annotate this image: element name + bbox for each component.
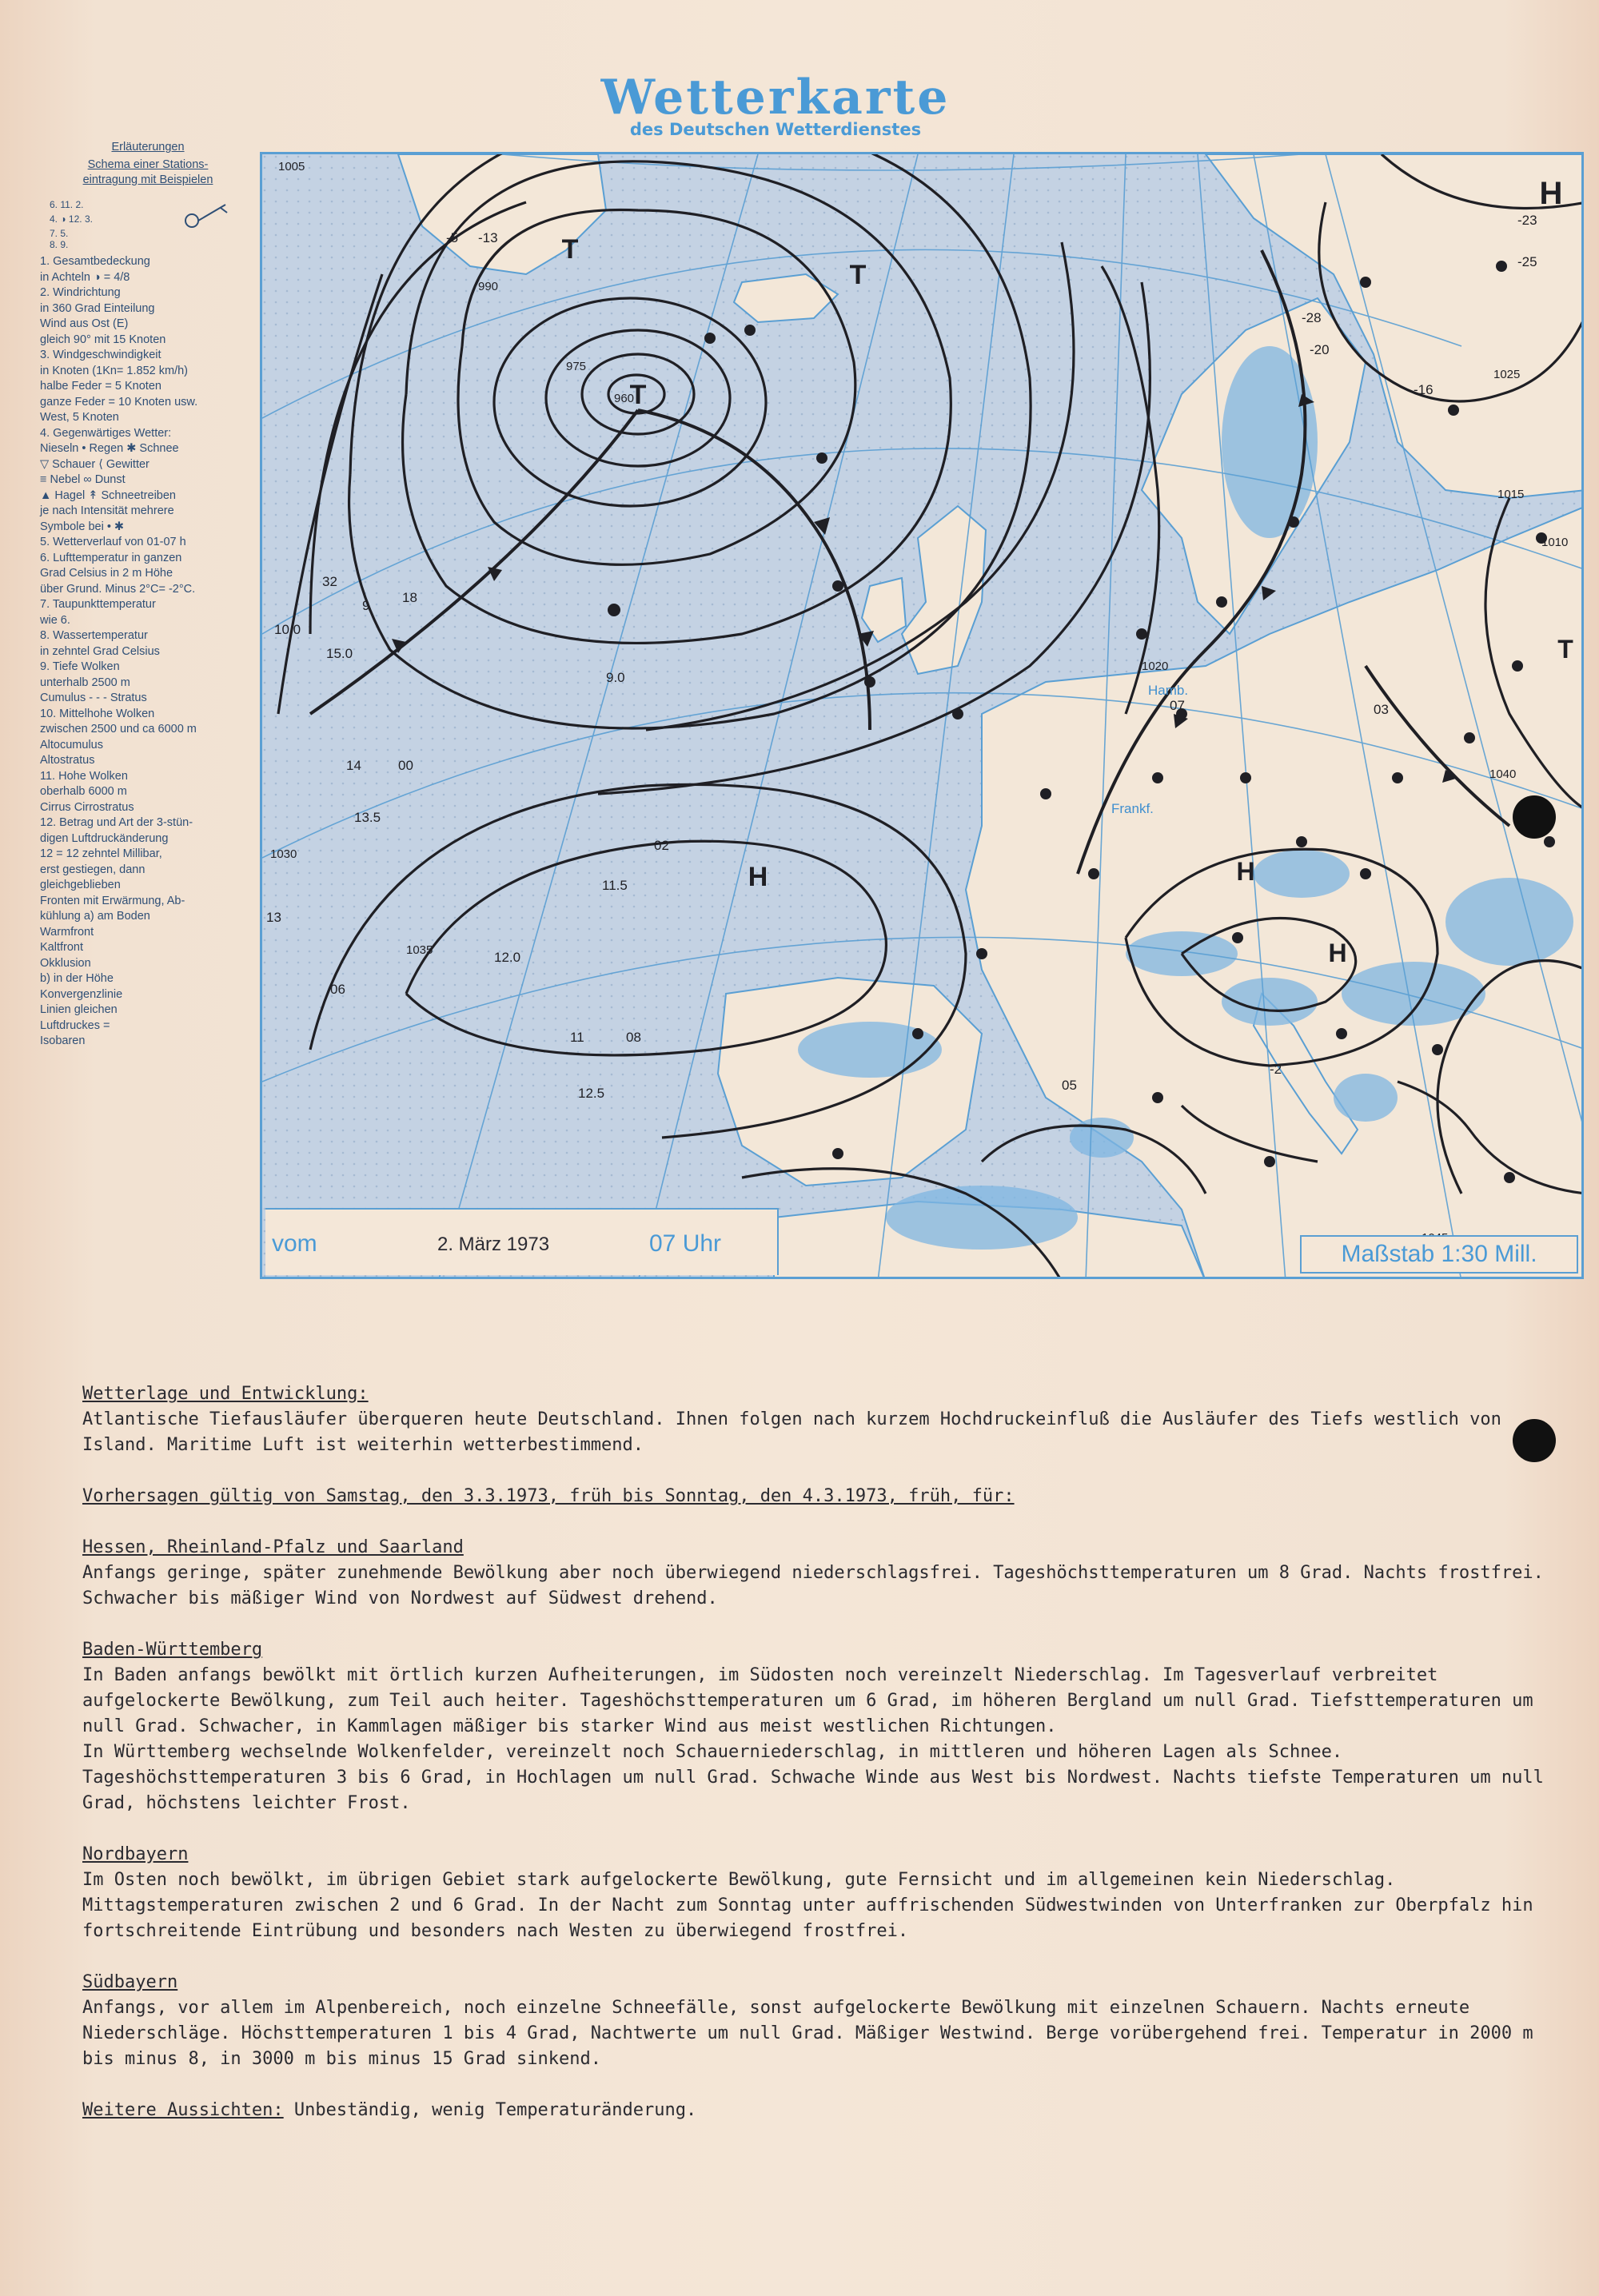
station-value: 08 [626, 1030, 641, 1045]
outlook-block [82, 2098, 1545, 2123]
place-label: Hamb. [1148, 683, 1189, 698]
station-value: 10.0 [274, 622, 301, 637]
region-text: Im Osten noch bewölkt, im übrigen Gebiet stark aufgelockerte Bewölkung, gute Fernsicht und im allgemeinen kein Niederschlag. Mittagstemperaturen zwischen 2 und 6 Grad. In der Nacht zum Sonntag unter auffrischenden Südwestwinden von Unterfranken zur Oberpfalz hin fortschreitende Eintrübung und besonders nach Westen zu überwiegend frostfrei. [82, 1870, 1533, 1941]
region-block [82, 1970, 1545, 2072]
isobar-label: 1015 [1497, 488, 1525, 501]
low-center-marker: T [849, 260, 867, 290]
weather-map [260, 152, 1584, 1279]
low-center-marker: T [561, 234, 579, 265]
map-date-box [265, 1208, 779, 1275]
station-value: 12.5 [578, 1086, 605, 1101]
forecast-text [82, 1381, 1545, 2149]
legend-item: 11. Hohe Wolken oberhalb 6000 m Cirrus Cirrostratus [40, 769, 134, 814]
station-value: -13 [478, 230, 498, 245]
station-value: -2 [1270, 1062, 1282, 1077]
isobar-label: 975 [566, 360, 587, 373]
low-center-marker: T [629, 380, 647, 410]
isobar-label: 1025 [1493, 368, 1521, 381]
station-value: 9 [362, 598, 370, 613]
station-value: 18 [402, 590, 417, 605]
station-value: 13.5 [354, 810, 381, 825]
station-value: 9.0 [606, 670, 625, 685]
legend-item: 7. Taupunkttemperatur wie 6. [40, 598, 156, 627]
station-value: -23 [1517, 213, 1537, 228]
validity-block [82, 1484, 1545, 1509]
outlook-text: Unbeständig, wenig Temperaturänderung. [293, 2100, 697, 2120]
legend-item: 1. Gesamtbedeckung in Achteln ◑ = 4/8 [40, 255, 150, 284]
legend-panel [40, 140, 256, 1050]
situation-text: Atlantische Tiefausläufer überqueren heute Deutschland. Ihnen folgen nach kurzem Hochdruckeinfluß die Ausläufer des Tiefs westlich von Island. Maritime Luft ist weiterhin wetterbestimmend. [82, 1409, 1501, 1455]
station-value: -20 [1310, 342, 1330, 357]
map-date: 2. März 1973 [437, 1234, 550, 1255]
station-value: 32 [322, 574, 337, 589]
region-text: In Württemberg wechselnde Wolkenfelder, vereinzelt noch Schauerniederschlag, in mittleren und höheren Lagen als Schnee. Tageshöchsttemperaturen 3 bis 6 Grad, in Hochlagen um null Grad. Schwache Winde aus West bis Nordwest. Nachts tiefste Temperaturen um null Grad, höchstens leichter Frost. [82, 1742, 1544, 1813]
situation-heading: Wetterlage und Entwicklung: [82, 1384, 369, 1404]
legend-item: 2. Windrichtung in 360 Grad Einteilung Wind aus Ost (E) gleich 90° mit 15 Knoten [40, 286, 166, 346]
low-center-marker: T [1557, 635, 1573, 664]
isobar-label: 1020 [1142, 660, 1169, 673]
svg-text:4. ◑ 12. 3.: 4. ◑ 12. 3. [50, 213, 93, 225]
situation-block [82, 1381, 1545, 1458]
punch-hole [1513, 795, 1556, 839]
high-center-marker: H [748, 862, 768, 892]
isobar-label: 1035 [406, 943, 433, 957]
isobar-label: 1005 [278, 160, 305, 173]
station-value: 00 [398, 758, 413, 773]
station-value: -16 [1414, 382, 1434, 397]
station-value: 02 [654, 838, 669, 853]
station-value: 14 [346, 758, 361, 773]
region-text: In Baden anfangs bewölkt mit örtlich kurzen Aufheiterungen, im Südosten noch vereinzelt Niederschlag. Im Tagesverlauf verbreitet aufgelockerte Bewölkung, zum Teil auch heiter. Tageshöchsttemperaturen um 6 Grad, im höheren Bergland um null Grad. Tiefsttemperaturen um null Grad. Schwacher, in Kammlagen mäßiger bis starker Wind aus meist westlichen Richtungen. [82, 1665, 1533, 1736]
region-block [82, 1637, 1545, 1816]
place-label: Frankf. [1111, 801, 1154, 816]
legend-item: 3. Windgeschwindigkeit in Knoten (1Kn= 1.852 km/h) halbe Feder = 5 Knoten ganze Feder = 10 Knoten usw. West, 5 Knoten [40, 349, 198, 424]
region-block [82, 1842, 1545, 1944]
svg-text:6. 11. 2.: 6. 11. 2. [50, 198, 84, 210]
high-center-marker: H [1328, 939, 1347, 967]
station-value: -5 [446, 230, 459, 245]
map-subtitle: des Deutschen Wetterdienstes [629, 120, 922, 139]
legend-item: 10. Mittelhohe Wolken zwischen 2500 und ca 6000 m Altocumulus Altostratus [40, 707, 197, 767]
station-schema-icon [40, 193, 232, 249]
validity-heading: Vorhersagen gültig von Samstag, den 3.3.1973, früh bis Sonntag, den 4.3.1973, früh, für: [82, 1486, 1015, 1506]
region-heading: Südbayern [82, 1972, 178, 1992]
station-value: 15.0 [326, 646, 353, 661]
map-scale: Maßstab 1:30 Mill. [1300, 1235, 1578, 1274]
legend-item: Fronten mit Erwärmung, Ab- kühlung a) am Boden Warmfront Kaltfront Okklusion b) in der Höhe Konvergenzlinie Linien gleichen Luftdruckes = Isobaren [40, 894, 185, 1047]
station-value: 07 [1170, 698, 1185, 713]
isobar-label: 1010 [1541, 536, 1569, 549]
vom-label: vom [272, 1230, 317, 1257]
station-value: 05 [1062, 1078, 1077, 1093]
station-value: 06 [330, 982, 345, 997]
region-heading: Hessen, Rheinland-Pfalz und Saarland [82, 1537, 464, 1557]
map-title: Wetterkarte [600, 70, 951, 126]
region-heading: Baden-Württemberg [82, 1640, 263, 1660]
region-block [82, 1535, 1545, 1612]
station-value: -28 [1302, 310, 1322, 325]
station-value: 11.5 [602, 878, 628, 893]
legend-item: 6. Lufttemperatur in ganzen Grad Celsius in 2 m Höhe über Grund. Minus 2°C= -2°C. [40, 551, 196, 596]
station-value: 13 [266, 910, 281, 925]
legend-item: 5. Wetterverlauf von 01-07 h [40, 536, 186, 548]
isobar-label: 1030 [270, 847, 297, 861]
high-center-marker: H [1236, 857, 1255, 886]
legend-schema: Schema einer Stations- eintragung mit Beispielen [82, 157, 213, 186]
isobar-label: 1040 [1489, 767, 1517, 781]
high-center-marker: H [1539, 176, 1563, 211]
station-value: 11 [570, 1030, 584, 1045]
svg-text:8. 9.: 8. 9. [50, 238, 69, 249]
weather-map-graphic [262, 154, 1584, 1279]
station-value: 12.0 [494, 950, 521, 965]
region-text: Anfangs, vor allem im Alpenbereich, noch einzelne Schneefälle, sonst aufgelockerte Bewölkung mit einzelnen Schauern. Nachts erneute Niederschläge. Höchsttemperaturen 1 bis 4 Grad, Nachtwerte um null Grad. Mäßiger Westwind. Berge vorübergehend frei. Temperatur in 2000 m bis minus 8, in 3000 m bis minus 15 Grad sinkend. [82, 1998, 1533, 2069]
legend-item: 12. Betrag und Art der 3-stün- digen Luftdruckänderung 12 = 12 zehntel Millibar, erst gestiegen, dann gleichgeblieben [40, 816, 193, 891]
isobar-label: 990 [478, 280, 499, 293]
svg-text:7. 5.: 7. 5. [50, 227, 69, 239]
outlook-heading: Weitere Aussichten: [82, 2100, 284, 2120]
region-text: Anfangs geringe, später zunehmende Bewölkung aber noch überwiegend niederschlagsfrei. Tageshöchsttemperaturen um 8 Grad. Nachts frostfrei. Schwacher bis mäßiger Wind von Nordwest auf Südwest drehend. [82, 1563, 1544, 1608]
legend-item: 9. Tiefe Wolken unterhalb 2500 m Cumulus - - - Stratus [40, 660, 147, 704]
legend-heading: Erläuterungen [111, 141, 185, 153]
legend-item: 8. Wassertemperatur in zehntel Grad Celsius [40, 629, 160, 658]
isobar-label: 960 [614, 392, 635, 405]
station-value: 03 [1374, 702, 1389, 717]
map-time: 07 Uhr [649, 1230, 722, 1257]
legend-item: 4. Gegenwärtiges Wetter: Nieseln • Regen ✱ Schnee ▽ Schauer ⟨ Gewitter ≡ Nebel ∞ Dunst ▲ Hagel ↟ Schneetreiben je nach Intensität mehrere Symbole bei • ✱ [40, 426, 179, 533]
station-value: -25 [1517, 254, 1537, 269]
region-heading: Nordbayern [82, 1844, 189, 1864]
